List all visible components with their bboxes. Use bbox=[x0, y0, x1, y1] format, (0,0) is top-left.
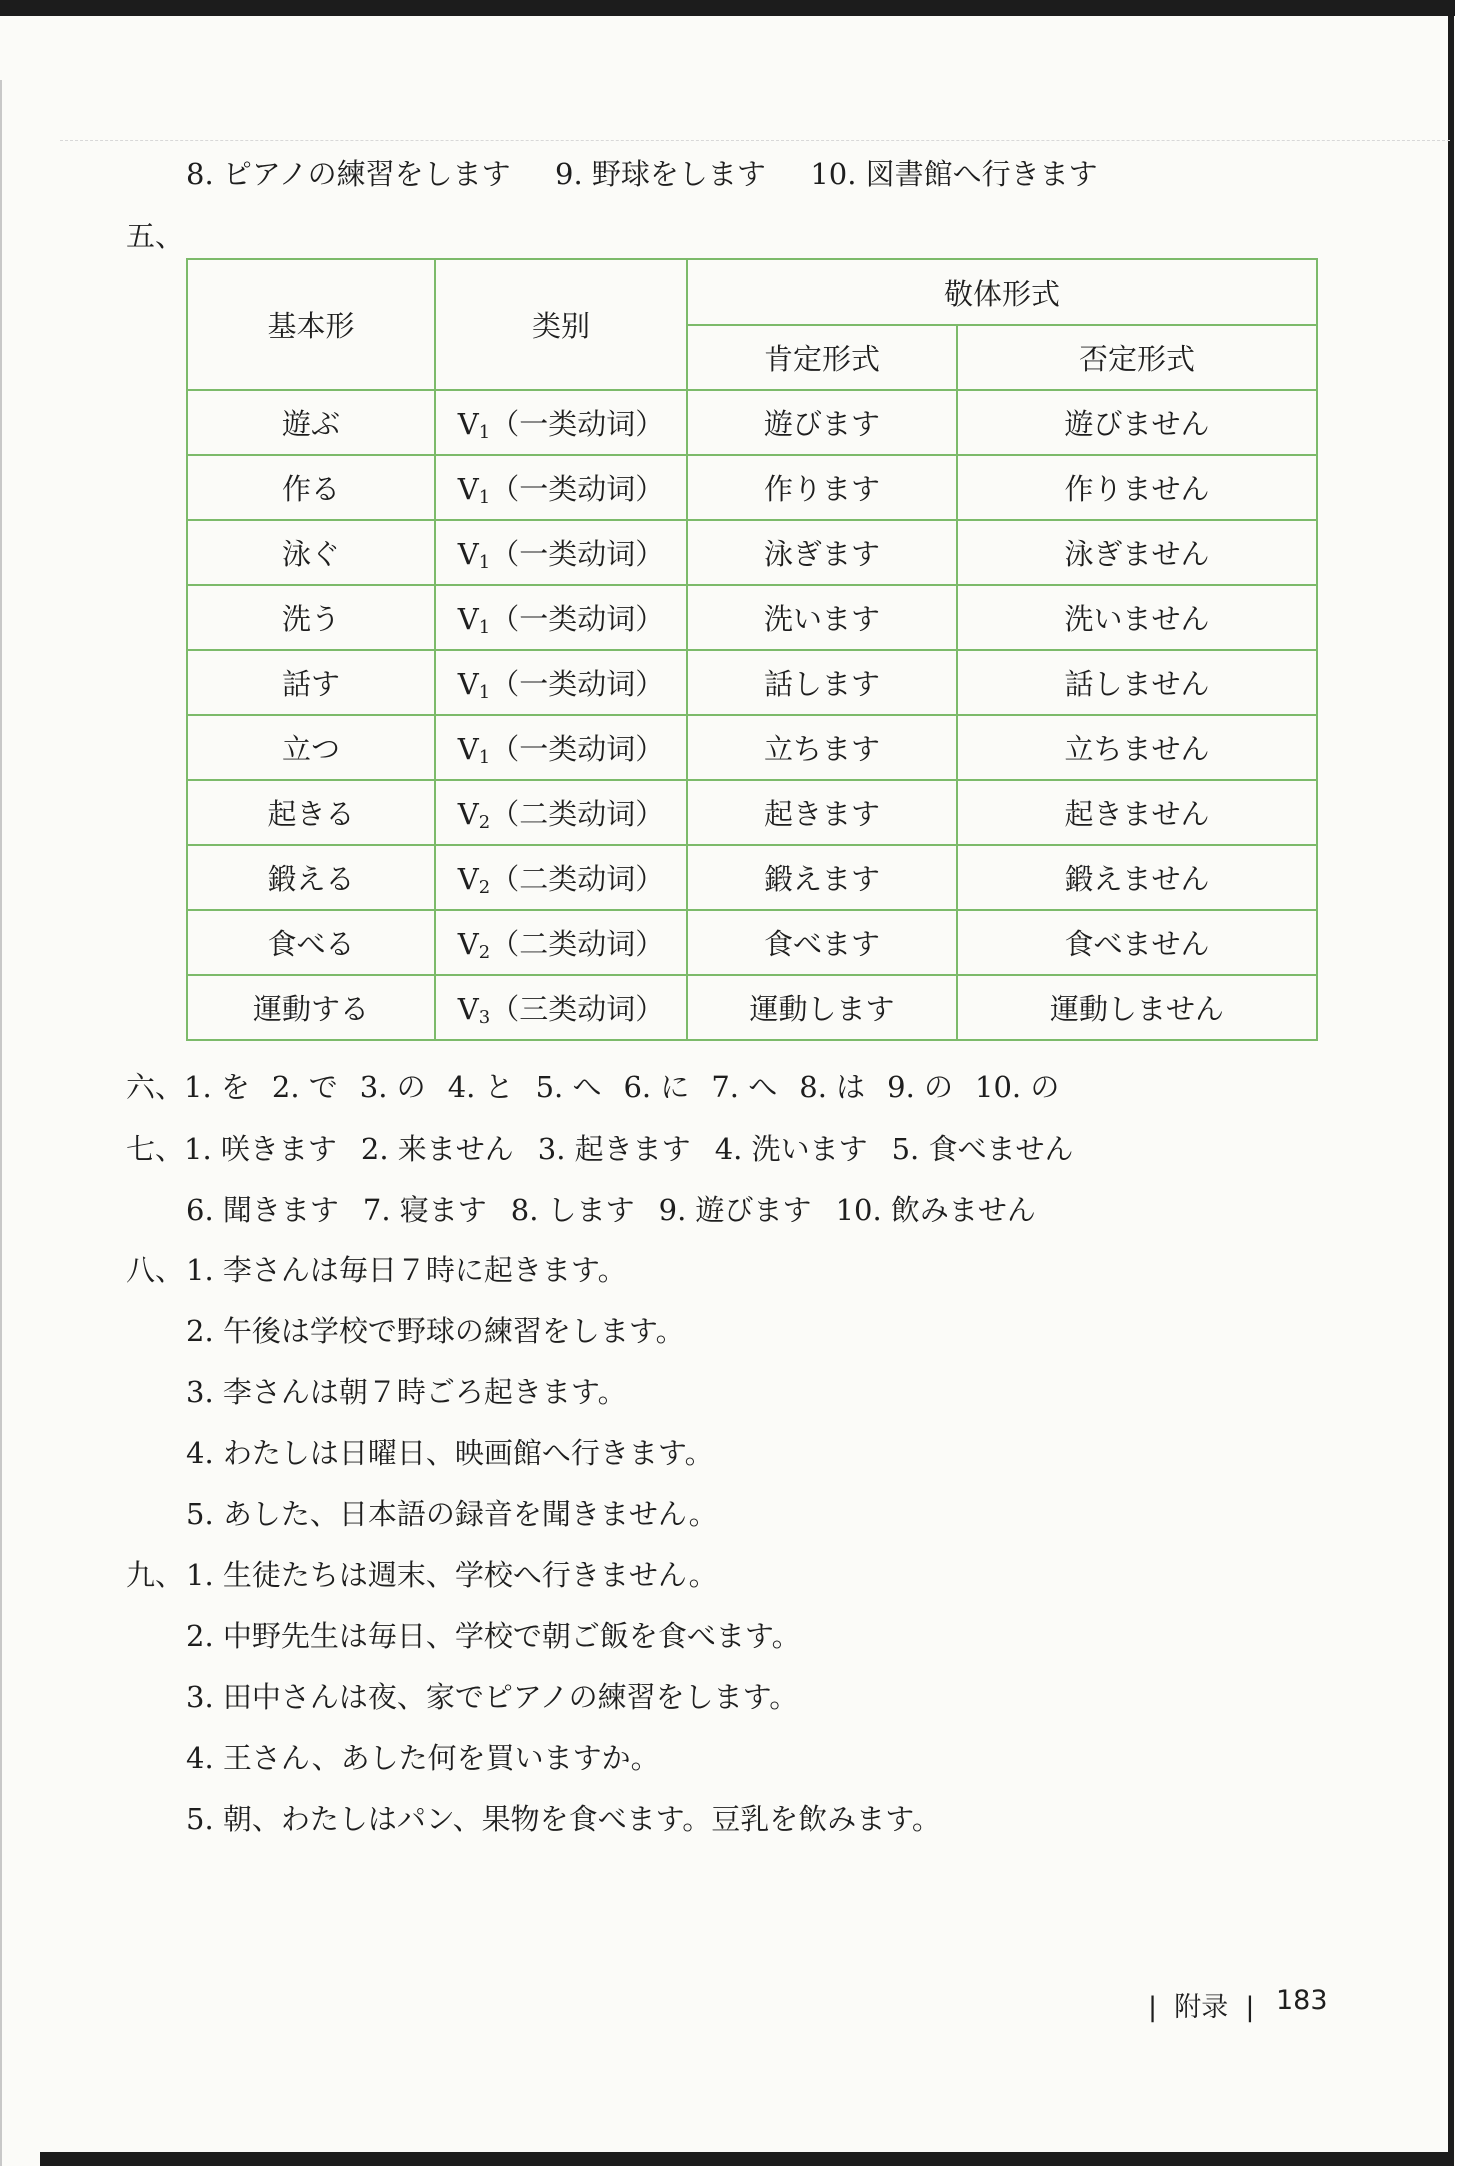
table-row bbox=[187, 650, 1317, 715]
verb-class-name: （一类动词） bbox=[490, 667, 665, 701]
basic-form-cell: 起きる bbox=[187, 780, 435, 845]
section-7-label: 七、 bbox=[126, 1132, 185, 1166]
list-item: 2. 午後は学校で野球の練習をします。 bbox=[186, 1314, 685, 1348]
table-row bbox=[187, 910, 1317, 975]
list-item: 4. 王さん、あした何を買いますか。 bbox=[186, 1741, 660, 1775]
affirmative-cell: 洗います bbox=[687, 585, 957, 650]
verb-class-letter: V bbox=[457, 602, 479, 636]
verb-class-number: 1 bbox=[478, 487, 491, 508]
basic-form-cell: 食べる bbox=[187, 910, 435, 975]
list-item: 2. 中野先生は毎日、学校で朝ご飯を食べます。 bbox=[186, 1619, 801, 1653]
verb-class-letter: V bbox=[457, 862, 479, 896]
negative-cell: 作りません bbox=[957, 455, 1317, 520]
header-category: 类别 bbox=[435, 259, 687, 390]
basic-form-cell: 遊ぶ bbox=[187, 390, 435, 455]
footer-section: 附录 bbox=[1174, 1992, 1229, 2023]
table-row bbox=[187, 585, 1317, 650]
basic-form-cell: 運動する bbox=[187, 975, 435, 1040]
table-row bbox=[187, 455, 1317, 520]
answer-line-8-10 bbox=[186, 154, 1098, 194]
answer-item: 10. の bbox=[975, 1070, 1060, 1104]
answer-item: 1. 咲きます bbox=[184, 1132, 337, 1166]
answer-item: 8. します bbox=[510, 1193, 635, 1227]
category-cell bbox=[435, 390, 687, 455]
answer-item: 10. 図書館へ行きます bbox=[810, 157, 1098, 191]
table-row bbox=[187, 845, 1317, 910]
verb-class-name: （三类动词） bbox=[490, 992, 665, 1026]
affirmative-cell: 話します bbox=[687, 650, 957, 715]
answer-item: 9. 遊びます bbox=[658, 1193, 812, 1227]
list-item: 5. 朝、わたしはパン、果物を食べます。豆乳を飲みます。 bbox=[186, 1802, 941, 1836]
verb-class-letter: V bbox=[457, 927, 479, 961]
list-item: 5. あした、日本語の録音を聞きません。 bbox=[186, 1497, 718, 1531]
list-item: 1. 李さんは毎日７時に起きます。 bbox=[186, 1253, 627, 1287]
answer-item: 5. 食べません bbox=[891, 1132, 1074, 1166]
answer-item: 6. 聞きます bbox=[186, 1193, 339, 1227]
affirmative-cell: 立ちます bbox=[687, 715, 957, 780]
negative-cell: 鍛えません bbox=[957, 845, 1317, 910]
verb-class-number: 3 bbox=[478, 1007, 491, 1028]
verb-class-number: 1 bbox=[478, 552, 491, 573]
scan-edge-top bbox=[0, 0, 1455, 16]
header-negative: 否定形式 bbox=[957, 325, 1317, 390]
affirmative-cell: 食べます bbox=[687, 910, 957, 975]
category-cell bbox=[435, 780, 687, 845]
answer-item: 7. 寝ます bbox=[362, 1193, 487, 1227]
negative-cell: 食べません bbox=[957, 910, 1317, 975]
answer-item: 1. を bbox=[184, 1070, 250, 1104]
answer-item: 2. 来ません bbox=[360, 1132, 514, 1166]
verb-class-letter: V bbox=[457, 472, 479, 506]
verb-class-number: 2 bbox=[478, 877, 491, 898]
section-7-line-1 bbox=[126, 1129, 1097, 1169]
verb-class-name: （二类动词） bbox=[490, 927, 665, 961]
answer-item: 9. 野球をします bbox=[555, 157, 766, 191]
answer-item: 8. は bbox=[799, 1070, 866, 1104]
negative-cell: 話しません bbox=[957, 650, 1317, 715]
category-cell bbox=[435, 455, 687, 520]
basic-form-cell: 洗う bbox=[187, 585, 435, 650]
category-cell bbox=[435, 845, 687, 910]
list-item: 1. 生徒たちは週末、学校へ行きません。 bbox=[186, 1558, 718, 1592]
list-item: 3. 田中さんは夜、家でピアノの練習をします。 bbox=[186, 1680, 799, 1714]
category-cell bbox=[435, 650, 687, 715]
verb-class-letter: V bbox=[457, 407, 479, 441]
basic-form-cell: 作る bbox=[187, 455, 435, 520]
section-6-label: 六、 bbox=[126, 1070, 185, 1104]
answer-item: 6. に bbox=[623, 1070, 690, 1104]
negative-cell: 立ちません bbox=[957, 715, 1317, 780]
affirmative-cell: 遊びます bbox=[687, 390, 957, 455]
verb-class-letter: V bbox=[457, 732, 479, 766]
verb-class-number: 1 bbox=[478, 682, 491, 703]
answer-item: 3. の bbox=[359, 1070, 426, 1104]
verb-class-number: 1 bbox=[478, 422, 491, 443]
answer-item: 2. で bbox=[271, 1070, 338, 1104]
section-8-label: 八、 bbox=[126, 1253, 185, 1287]
page-guide-line bbox=[60, 140, 1450, 141]
basic-form-cell: 立つ bbox=[187, 715, 435, 780]
category-cell bbox=[435, 975, 687, 1040]
answer-item: 4. 洗います bbox=[714, 1132, 868, 1166]
verb-class-name: （一类动词） bbox=[490, 537, 665, 571]
scan-edge-right bbox=[1448, 0, 1454, 2166]
verb-class-letter: V bbox=[457, 667, 479, 701]
affirmative-cell: 運動します bbox=[687, 975, 957, 1040]
list-item: 4. わたしは日曜日、映画館へ行きます。 bbox=[186, 1436, 714, 1470]
verb-class-letter: V bbox=[457, 992, 479, 1026]
affirmative-cell: 鍛えます bbox=[687, 845, 957, 910]
answer-item: 10. 飲みません bbox=[835, 1193, 1036, 1227]
basic-form-cell: 泳ぐ bbox=[187, 520, 435, 585]
negative-cell: 起きません bbox=[957, 780, 1317, 845]
table-row bbox=[187, 520, 1317, 585]
verb-class-number: 2 bbox=[478, 942, 491, 963]
table-header-row bbox=[187, 259, 1317, 325]
header-polite-form: 敬体形式 bbox=[687, 259, 1317, 325]
section-5-label: 五、 bbox=[126, 219, 185, 253]
negative-cell: 泳ぎません bbox=[957, 520, 1317, 585]
basic-form-cell: 話す bbox=[187, 650, 435, 715]
negative-cell: 洗いません bbox=[957, 585, 1317, 650]
category-cell bbox=[435, 520, 687, 585]
affirmative-cell: 泳ぎます bbox=[687, 520, 957, 585]
scan-edge-bottom bbox=[40, 2152, 1448, 2166]
basic-form-cell: 鍛える bbox=[187, 845, 435, 910]
verb-class-name: （二类动词） bbox=[490, 797, 665, 831]
footer-section-label: | 附录 | bbox=[1148, 1992, 1255, 2023]
page-number: 183 bbox=[1276, 1985, 1328, 2016]
header-affirmative: 肯定形式 bbox=[687, 325, 957, 390]
section-9-label: 九、 bbox=[126, 1558, 185, 1592]
table-row bbox=[187, 975, 1317, 1040]
scan-margin-right bbox=[1455, 0, 1480, 2166]
list-item: 3. 李さんは朝７時ごろ起きます。 bbox=[186, 1375, 627, 1409]
scan-edge-left bbox=[0, 80, 2, 2166]
section-7-line-2 bbox=[186, 1190, 1060, 1230]
affirmative-cell: 起きます bbox=[687, 780, 957, 845]
verb-class-name: （一类动词） bbox=[490, 407, 665, 441]
answer-item: 9. の bbox=[887, 1070, 954, 1104]
verb-class-name: （一类动词） bbox=[490, 472, 665, 506]
table-row bbox=[187, 715, 1317, 780]
answer-item: 3. 起きます bbox=[537, 1132, 691, 1166]
verb-class-letter: V bbox=[457, 537, 479, 571]
category-cell bbox=[435, 585, 687, 650]
table-row bbox=[187, 390, 1317, 455]
negative-cell: 運動しません bbox=[957, 975, 1317, 1040]
answer-item: 5. へ bbox=[535, 1070, 602, 1104]
category-cell bbox=[435, 715, 687, 780]
answer-item: 7. へ bbox=[711, 1070, 778, 1104]
verb-class-name: （一类动词） bbox=[490, 732, 665, 766]
verb-class-number: 1 bbox=[478, 747, 491, 768]
verb-class-number: 2 bbox=[478, 812, 491, 833]
verb-class-name: （二类动词） bbox=[490, 862, 665, 896]
affirmative-cell: 作ります bbox=[687, 455, 957, 520]
verb-forms-table bbox=[186, 258, 1318, 1041]
answer-item: 4. と bbox=[447, 1070, 514, 1104]
negative-cell: 遊びません bbox=[957, 390, 1317, 455]
section-6-line bbox=[126, 1067, 1081, 1107]
category-cell bbox=[435, 910, 687, 975]
verb-class-letter: V bbox=[457, 797, 479, 831]
table-row bbox=[187, 780, 1317, 845]
verb-class-number: 1 bbox=[478, 617, 491, 638]
answer-item: 8. ピアノの練習をします bbox=[186, 157, 511, 191]
verb-class-name: （一类动词） bbox=[490, 602, 665, 636]
header-basic-form: 基本形 bbox=[187, 259, 435, 390]
